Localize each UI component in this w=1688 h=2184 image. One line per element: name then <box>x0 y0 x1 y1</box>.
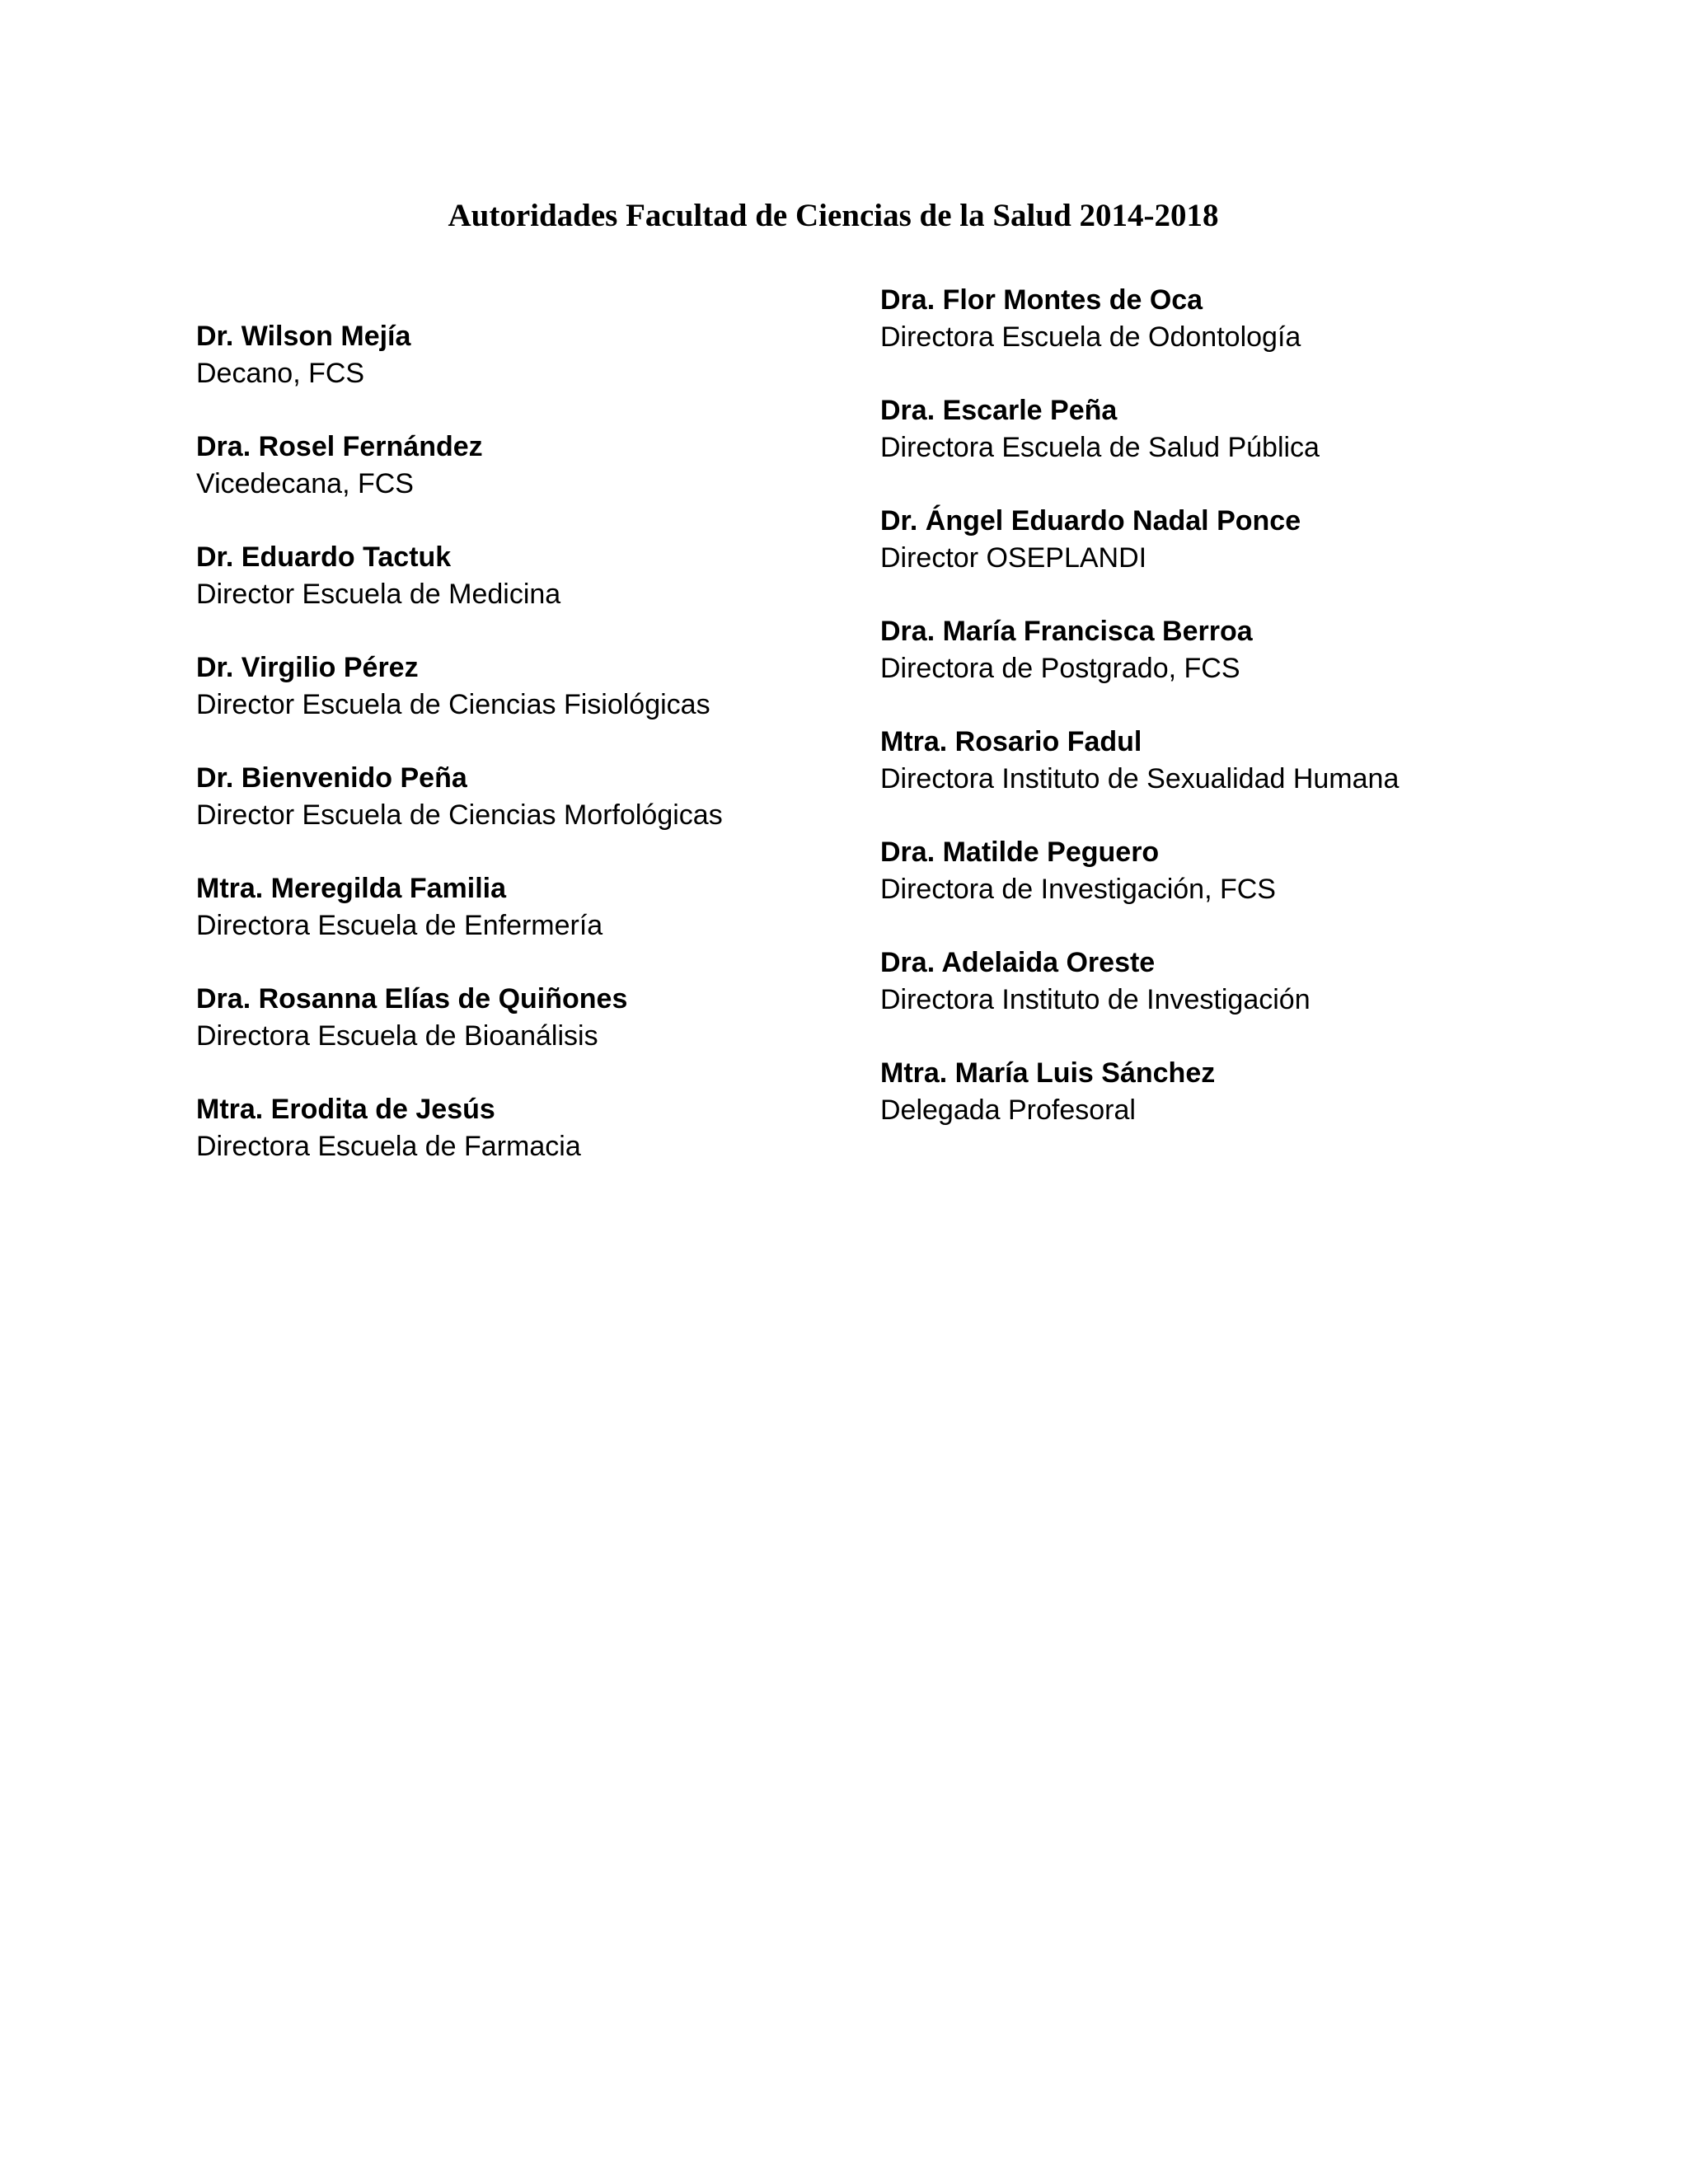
authority-name: Dra. Escarle Peña <box>880 395 1118 426</box>
authority-entry <box>196 649 856 760</box>
authority-name: Dra. Flor Montes de Oca <box>880 284 1203 316</box>
authority-entry <box>880 613 1622 724</box>
authority-role: Directora Escuela de Enfermería <box>196 910 603 941</box>
authority-name: Mtra. Rosario Fadul <box>880 726 1142 757</box>
authority-name: Dr. Ángel Eduardo Nadal Ponce <box>880 505 1301 537</box>
right-column <box>880 282 1622 1165</box>
authority-role: Directora Escuela de Salud Pública <box>880 432 1320 463</box>
authority-role: Director Escuela de Medicina <box>196 579 561 610</box>
authority-role: Directora de Postgrado, FCS <box>880 653 1240 684</box>
left-column <box>196 318 856 1202</box>
authority-entry <box>196 760 856 870</box>
authority-entry <box>880 944 1622 1055</box>
authority-role: Decano, FCS <box>196 358 365 389</box>
authority-role: Director Escuela de Ciencias Morfológicas <box>196 799 723 831</box>
authority-role: Delegada Profesoral <box>880 1094 1136 1126</box>
authority-entry <box>196 981 856 1091</box>
authority-name: Mtra. Meregilda Familia <box>196 873 506 904</box>
authority-name: Dra. Rosel Fernández <box>196 431 483 462</box>
authority-name: Dr. Bienvenido Peña <box>196 762 467 794</box>
authority-entry <box>880 1055 1622 1165</box>
authority-role: Directora de Investigación, FCS <box>880 874 1276 905</box>
authority-name: Dr. Wilson Mejía <box>196 321 411 352</box>
authority-name: Dra. Rosanna Elías de Quiñones <box>196 983 628 1015</box>
authority-name: Dra. Adelaida Oreste <box>880 947 1156 978</box>
authority-role: Director Escuela de Ciencias Fisiológicas <box>196 689 710 720</box>
authority-entry <box>880 282 1622 392</box>
authority-entry <box>196 318 856 429</box>
authority-entry <box>880 503 1622 613</box>
authority-role: Directora Instituto de Sexualidad Humana <box>880 763 1400 794</box>
authority-name: Dr. Virgilio Pérez <box>196 652 419 683</box>
authority-role: Directora Instituto de Investigación <box>880 984 1311 1015</box>
authority-role: Directora Escuela de Farmacia <box>196 1131 581 1162</box>
authority-entry <box>196 1091 856 1202</box>
authority-role: Director OSEPLANDI <box>880 542 1147 574</box>
authority-entry <box>880 724 1622 834</box>
authority-name: Mtra. Erodita de Jesús <box>196 1094 495 1125</box>
authority-name: Dr. Eduardo Tactuk <box>196 541 452 573</box>
authority-name: Dra. Matilde Peguero <box>880 837 1160 868</box>
authority-name: Dra. María Francisca Berroa <box>880 616 1253 647</box>
authority-role: Directora Escuela de Odontología <box>880 321 1301 353</box>
document-title: Autoridades Facultad de Ciencias de la Salud 2014-2018 <box>448 198 1219 233</box>
authority-entry <box>880 834 1622 944</box>
authority-entry <box>196 870 856 981</box>
authority-entry <box>196 539 856 649</box>
authority-role: Vicedecana, FCS <box>196 468 414 499</box>
authority-entry <box>880 392 1622 503</box>
authority-entry <box>196 429 856 539</box>
authority-role: Directora Escuela de Bioanálisis <box>196 1020 598 1052</box>
authority-name: Mtra. María Luis Sánchez <box>880 1057 1216 1089</box>
